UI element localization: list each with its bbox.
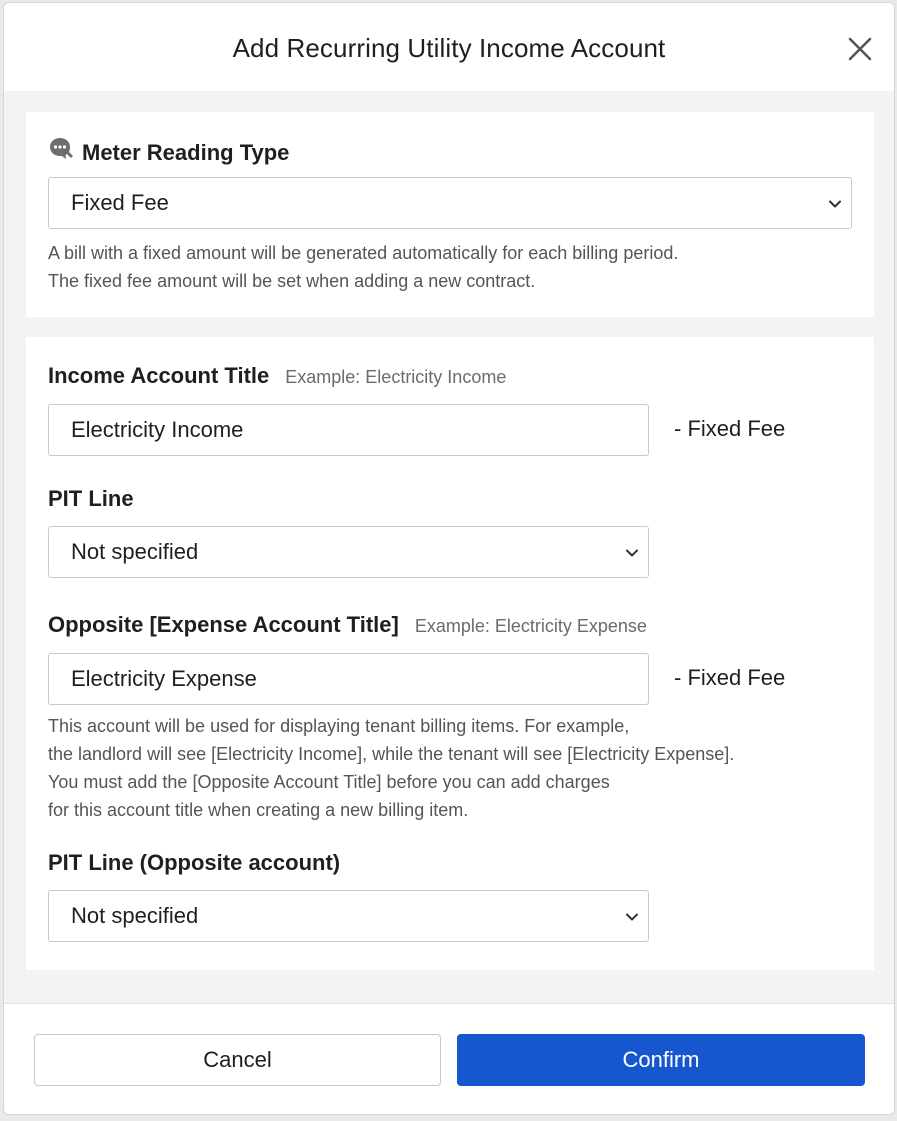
meter-reading-help-text [48,239,678,295]
confirm-button[interactable]: Confirm [457,1034,865,1086]
opposite-account-input[interactable] [48,653,649,705]
meter-reading-icon [48,136,74,160]
pit-line-label: PIT Line [48,486,134,511]
opposite-account-help-line-2: the landlord will see [Electricity Income], while the tenant will see [Electricity Expense]. [48,744,735,764]
opposite-account-label: Opposite [Expense Account Title] [48,612,399,637]
account-details-section [26,337,874,970]
close-button[interactable] [844,33,876,65]
opposite-account-help-line-4: for this account title when creating a new billing item. [48,800,469,820]
modal-body [4,91,894,1003]
meter-reading-label-row [48,136,289,166]
opposite-account-label-row [48,612,647,638]
opposite-account-help-text [48,712,734,824]
opposite-account-help-line-3: You must add the [Opposite Account Title] before you can add charges [48,772,610,792]
pit-line-opposite-label-row [48,850,340,876]
opposite-account-suffix: - Fixed Fee [674,665,786,690]
opposite-account-example: Example: Electricity Expense [414,616,647,636]
income-account-suffix: - Fixed Fee [674,416,786,441]
income-account-input[interactable] [48,404,649,456]
close-icon [844,33,876,65]
meter-reading-selected-value: Fixed Fee [71,190,169,215]
pit-line-opposite-label: PIT Line (Opposite account) [48,850,341,875]
pit-line-selected-value: Not specified [71,539,199,564]
modal-header [4,3,894,91]
pit-line-label-row [48,486,134,512]
modal-footer [4,1003,894,1115]
meter-reading-help-line-1: A bill with a fixed amount will be generated automatically for each billing period. [48,243,679,263]
chevron-down-icon [624,545,640,561]
opposite-account-help-line-1: This account will be used for displaying tenant billing items. For example, [48,716,630,736]
meter-reading-label: Meter Reading Type [82,140,290,165]
income-account-example: Example: Electricity Income [285,367,507,387]
chevron-down-icon [624,909,640,925]
meter-reading-section [26,112,874,317]
add-utility-income-account-dialog [3,2,895,1115]
pit-line-opposite-select[interactable] [48,890,649,942]
meter-reading-select[interactable] [48,177,852,229]
cancel-button[interactable]: Cancel [34,1034,441,1086]
income-account-label-row [48,363,506,389]
income-account-label: Income Account Title [48,363,270,388]
pit-line-opposite-selected-value: Not specified [71,903,199,928]
chevron-down-icon [827,196,843,212]
meter-reading-help-line-2: The fixed fee amount will be set when adding a new contract. [48,271,536,291]
pit-line-select[interactable] [48,526,649,578]
modal-title: Add Recurring Utility Income Account [232,33,666,63]
